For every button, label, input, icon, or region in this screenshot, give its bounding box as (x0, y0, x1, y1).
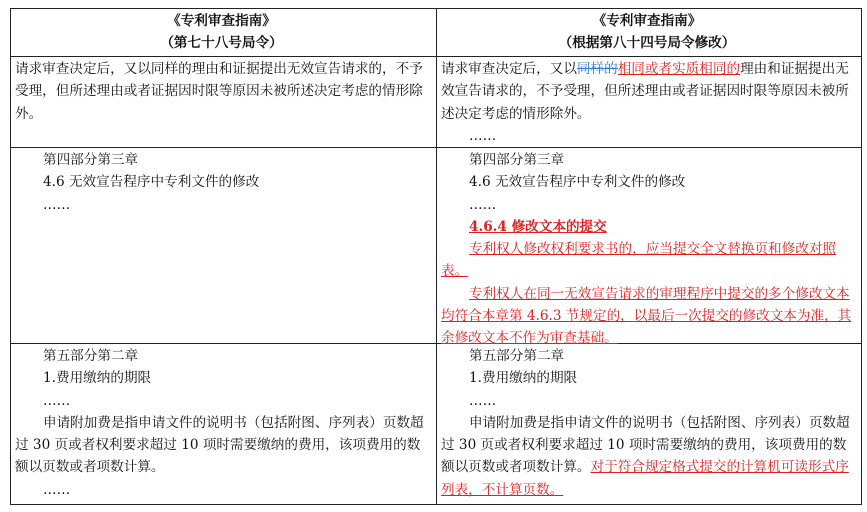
comparison-table (10, 8, 862, 505)
row3-left-para: 申请附加费是指申请文件的说明书（包括附图、序列表）页数超过 30 页或者权利要求超过 10 项时需要缴纳的费用，该项费用的数额以页数或者项数计算。 (15, 414, 424, 476)
row1-right-dots: …… (469, 127, 497, 144)
new-section-heading: 4.6.4 修改文本的提交 (469, 218, 607, 235)
row1-right (436, 57, 861, 147)
row3-left-dots2: …… (43, 481, 71, 498)
left-title: 《专利审查指南》 (167, 13, 276, 29)
row2-left-section: 4.6 无效宣告程序中专利文件的修改 (43, 174, 260, 191)
row3-right-section: 1.费用缴纳的期限 (469, 370, 578, 387)
header-left (11, 9, 436, 56)
row1-left-text: 请求审查决定后，又以同样的理由和证据提出无效宣告请求的，不予受理，但所述理由或者证据因时限等原因未被所述决定考虑的情形除外。 (15, 61, 423, 122)
row2-right (436, 148, 861, 347)
row3-left-chapter: 第五部分第二章 (43, 348, 139, 364)
left-subtitle: （第七十八号局令） (160, 35, 283, 52)
row-fees (11, 343, 861, 504)
row3-left-dots1: …… (43, 392, 71, 409)
header-right (436, 9, 861, 56)
row3-right-para-wrap (441, 412, 853, 501)
row2-left (11, 148, 436, 343)
row3-right-dots1: …… (469, 392, 497, 409)
row2-left-chapter: 第四部分第三章 (43, 152, 139, 168)
row3-right-para: 申请附加费是指申请文件的说明书（包括附图、序列表）页数超过 30 页或者权利要求超过 10 项时需要缴纳的费用，该项费用的数额以页数或者项数计算。 (441, 414, 850, 476)
row2-left-dots: …… (43, 196, 71, 213)
row2-right-section: 4.6 无效宣告程序中专利文件的修改 (469, 174, 686, 191)
row3-left-section: 1.费用缴纳的期限 (43, 370, 152, 387)
row1-right-prefix: 请求审查决定后，又以 (441, 61, 577, 77)
new-paragraph-2: 专利权人在同一无效宣告请求的审理程序中提交的多个修改文本均符合本章第 4.6.3 节规定的，以最后一次提交的修改文本为准，其余修改文本不作为审查基础。 (441, 285, 852, 347)
right-title: 《专利审查指南》 (592, 13, 702, 29)
row2-right-dots: …… (469, 196, 497, 213)
row1-right-text (441, 58, 853, 125)
new-paragraph-1: 专利权人修改权利要求书的，应当提交全文替换页和修改对照表。 (441, 241, 837, 280)
deleted-text: 同样的 (576, 61, 618, 77)
row3-inserted-text: 对于符合规定格式提交的计算机可读形式序列表，不计算页数。 (441, 459, 849, 498)
row3-left (11, 344, 436, 504)
row1-left (11, 57, 436, 147)
row1-right-suffix: 理由和证据提出无效宣告请求的，不予受理，但所述理由或者证据因时限等原因未被所述决定考虑的情形除外。 (441, 61, 849, 122)
row3-right (436, 344, 861, 504)
inserted-text: 相同或者实质相同的 (617, 61, 741, 77)
header-row (11, 9, 861, 56)
row-review-decision (11, 56, 861, 147)
row3-right-chapter: 第五部分第二章 (469, 348, 565, 364)
row-amendment (11, 147, 861, 347)
right-subtitle: （根据第八十四号局令修改） (558, 35, 736, 52)
row2-right-chapter: 第四部分第三章 (469, 152, 565, 168)
